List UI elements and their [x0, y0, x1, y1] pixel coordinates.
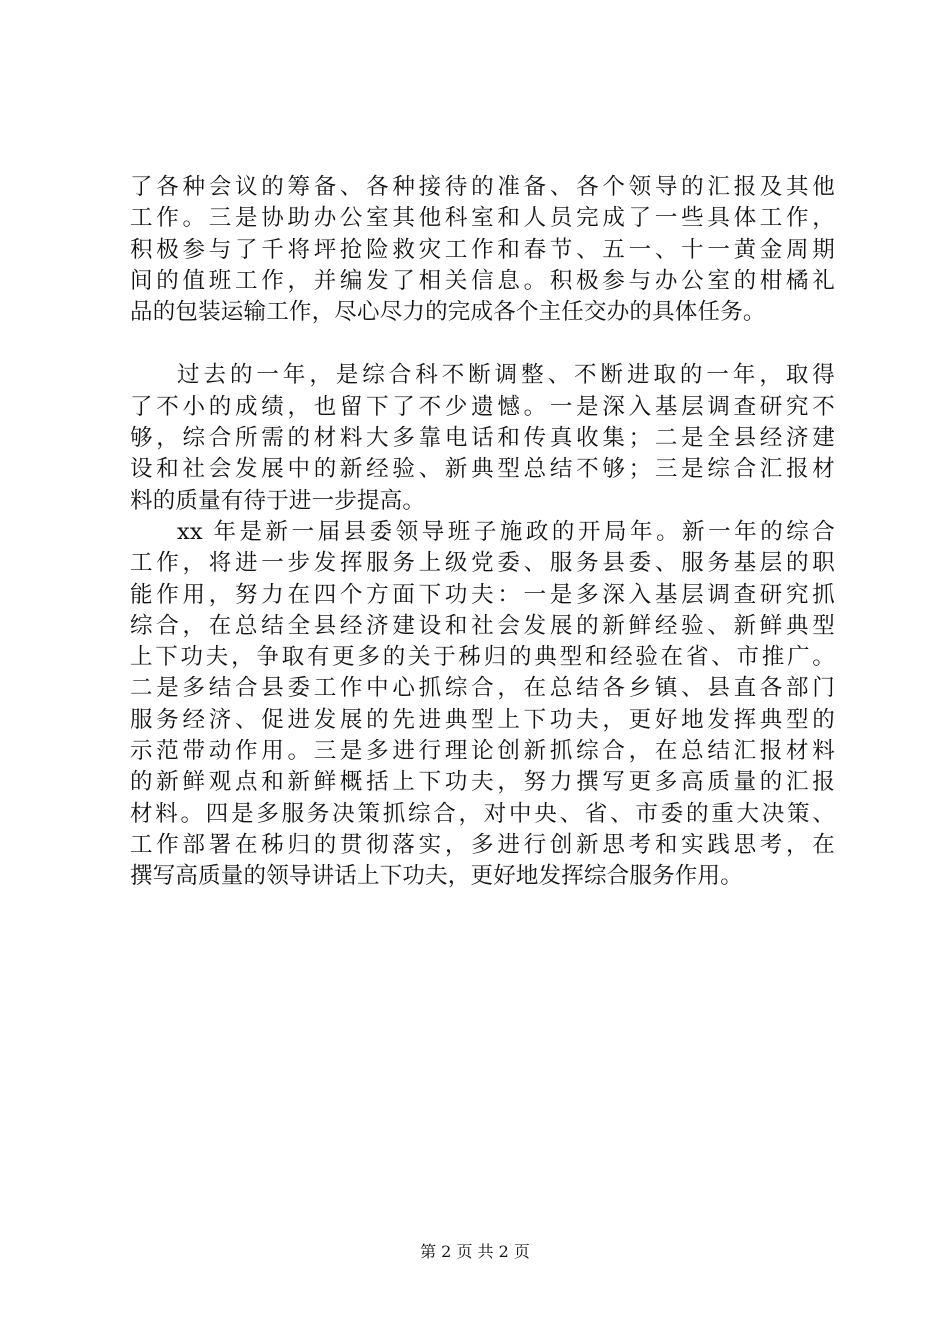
page-footer: 第 2 页 共 2 页	[420, 1242, 530, 1261]
text-line: xx 年是新一届县委领导班子施政的开局年。新一年的综合	[177, 518, 835, 545]
text-line: 工作，将进一步发挥服务上级党委、服务县委、服务基层的职	[130, 550, 835, 577]
text-line: 能作用，努力在四个方面下功夫：一是多深入基层调查研究抓	[130, 581, 835, 608]
text-line: 工作部署在秭归的贯彻落实，多进行创新思考和实践思考，在	[130, 831, 835, 858]
text-line: 积极参与了千将坪抢险救灾工作和春节、五一、十一黄金周期	[130, 236, 835, 263]
text-line: 材料。四是多服务决策抓综合，对中央、省、市委的重大决策、	[130, 800, 835, 827]
paragraph	[130, 172, 835, 328]
text-line: 够，综合所需的材料大多靠电话和传真收集；二是全县经济建	[130, 425, 835, 452]
text-line: 了不小的成绩，也留下了不少遗憾。一是深入基层调查研究不	[130, 393, 835, 420]
text-line: 设和社会发展中的新经验、新典型总结不够；三是综合汇报材	[130, 456, 835, 483]
text-line: 服务经济、促进发展的先进典型上下功夫，更好地发挥典型的	[130, 706, 835, 733]
text-line: 综合，在总结全县经济建设和社会发展的新鲜经验、新鲜典型	[130, 612, 835, 639]
text-line: 间的值班工作，并编发了相关信息。积极参与办公室的柑橘礼	[130, 267, 835, 294]
text-line: 了各种会议的筹备、各种接待的准备、各个领导的汇报及其他	[130, 174, 835, 200]
paragraph-spacer	[130, 328, 835, 360]
text-line: 上下功夫，争取有更多的关于秭归的典型和经验在省、市推广。	[130, 644, 835, 671]
text-line: 二是多结合县委工作中心抓综合，在总结各乡镇、县直各部门	[130, 675, 835, 702]
text-line: 品的包装运输工作，尽心尽力的完成各个主任交办的具体任务。	[130, 299, 766, 326]
text-line: 的新鲜观点和新鲜概括上下功夫，努力撰写更多高质量的汇报	[130, 769, 835, 796]
paragraph	[130, 517, 835, 893]
text-line: 工作。三是协助办公室其他科室和人员完成了一些具体工作，	[130, 205, 835, 232]
text-line: 过去的一年，是综合科不断调整、不断进取的一年，取得	[177, 362, 835, 389]
document-body	[130, 172, 835, 893]
text-line: 撰写高质量的领导讲话上下功夫，更好地发挥综合服务作用。	[130, 863, 743, 890]
paragraph	[130, 360, 835, 516]
text-line: 示范带动作用。三是多进行理论创新抓综合，在总结汇报材料	[130, 738, 835, 765]
text-line: 料的质量有待于进一步提高。	[130, 487, 426, 514]
